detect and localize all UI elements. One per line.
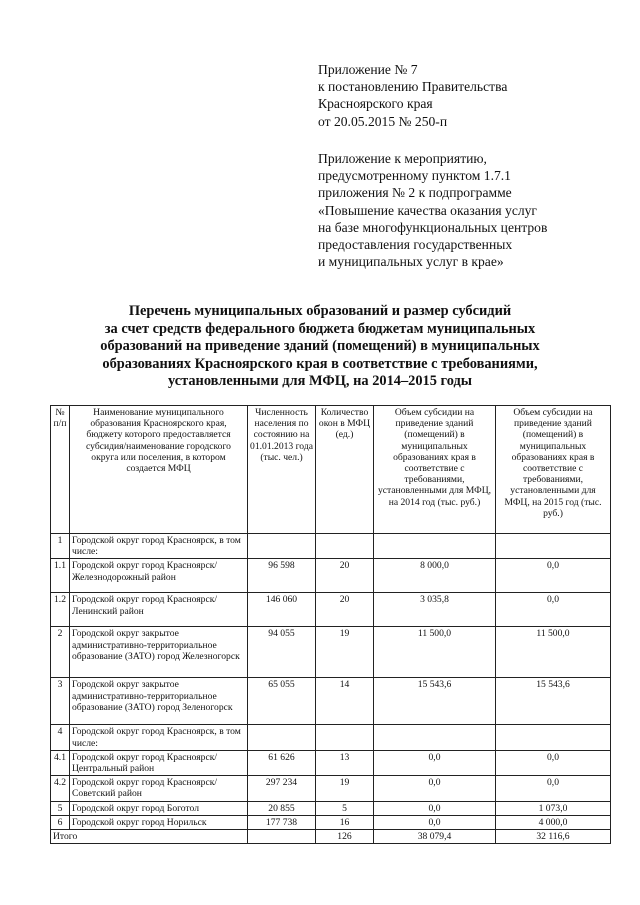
- row-subsidy-2014: 11 500,0: [374, 627, 496, 678]
- header-municipality: Наименование муниципального образования Красноярского края, бюджету которого предоставляется субсидия/наименование городского округа или поселения, в котором создается МФЦ: [70, 406, 248, 534]
- table-row: [51, 678, 611, 725]
- row-windows: 16: [316, 815, 374, 829]
- row-subsidy-2015: 0,0: [496, 776, 611, 801]
- row-subsidy-2014: 15 543,6: [374, 678, 496, 725]
- row-subsidy-2014: 3 035,8: [374, 593, 496, 627]
- row-windows: 20: [316, 593, 374, 627]
- table-header-row: [51, 406, 611, 534]
- row-name: Городской округ город Красноярск/Железнодорожный район: [70, 559, 248, 593]
- row-population: 61 626: [248, 750, 316, 775]
- row-population: 297 234: [248, 776, 316, 801]
- total-population: [248, 830, 316, 844]
- appendix-header: [318, 61, 618, 130]
- row-subsidy-2014: 8 000,0: [374, 559, 496, 593]
- row-windows: [316, 725, 374, 750]
- table-row: [51, 627, 611, 678]
- title-line: образований на приведение зданий (помещений) в муниципальных: [100, 338, 540, 355]
- row-population: 94 055: [248, 627, 316, 678]
- subsidy-table: [50, 405, 611, 844]
- row-population: 146 060: [248, 593, 316, 627]
- table-row: [51, 559, 611, 593]
- row-subsidy-2014: 0,0: [374, 815, 496, 829]
- document-title: [40, 303, 600, 391]
- total-windows: 126: [316, 830, 374, 844]
- total-label: Итого: [51, 830, 248, 844]
- title-line: за счет средств федерального бюджета бюджетам муниципальных: [104, 320, 536, 337]
- row-population: [248, 534, 316, 559]
- appendix-line: к постановлению Правительства: [318, 79, 508, 95]
- row-subsidy-2014: [374, 534, 496, 559]
- row-subsidy-2014: 0,0: [374, 750, 496, 775]
- appendix-ref-line: приложения № 2 к подпрограмме: [318, 185, 512, 201]
- row-subsidy-2015: 0,0: [496, 593, 611, 627]
- table-row: [51, 776, 611, 801]
- appendix-reference: [318, 150, 618, 270]
- header-number: № п/п: [51, 406, 70, 534]
- table-row: [51, 815, 611, 829]
- row-population: 20 855: [248, 801, 316, 815]
- row-subsidy-2015: 0,0: [496, 559, 611, 593]
- row-subsidy-2015: 11 500,0: [496, 627, 611, 678]
- row-name: Городской округ закрытое административно-территориальное образование (ЗАТО) город Железногорск: [70, 627, 248, 678]
- header-subsidy-2015: Объем субсидии на приведение зданий (помещений) в муниципальных образованиях края в соответствие с требованиями, установленными для МФЦ, на 2015 год (тыс. руб.): [496, 406, 611, 534]
- appendix-line: от 20.05.2015 № 250-п: [318, 113, 448, 129]
- row-number: 1: [51, 534, 70, 559]
- row-windows: 19: [316, 776, 374, 801]
- row-subsidy-2014: 0,0: [374, 776, 496, 801]
- row-subsidy-2014: 0,0: [374, 801, 496, 815]
- row-name: Городской округ закрытое административно-территориальное образование (ЗАТО) город Зеленогорск: [70, 678, 248, 725]
- row-number: 4: [51, 725, 70, 750]
- appendix-line: Красноярского края: [318, 96, 433, 112]
- table-row: [51, 534, 611, 559]
- row-subsidy-2014: [374, 725, 496, 750]
- row-number: 2: [51, 627, 70, 678]
- row-subsidy-2015: 4 000,0: [496, 815, 611, 829]
- row-population: [248, 725, 316, 750]
- row-population: 177 738: [248, 815, 316, 829]
- row-windows: 20: [316, 559, 374, 593]
- row-subsidy-2015: 15 543,6: [496, 678, 611, 725]
- row-windows: 19: [316, 627, 374, 678]
- row-name: Городской округ город Норильск: [70, 815, 248, 829]
- appendix-ref-line: «Повышение качества оказания услуг: [318, 202, 538, 218]
- row-name: Городской округ город Красноярск/Центральный район: [70, 750, 248, 775]
- title-line: образованиях Красноярского края в соответствие с требованиями,: [102, 355, 538, 372]
- row-name: Городской округ город Красноярск, в том числе:: [70, 534, 248, 559]
- table-total-row: [51, 830, 611, 844]
- appendix-ref-line: на базе многофункциональных центров: [318, 219, 548, 235]
- row-population: 96 598: [248, 559, 316, 593]
- row-number: 4.2: [51, 776, 70, 801]
- row-number: 5: [51, 801, 70, 815]
- row-number: 4.1: [51, 750, 70, 775]
- header-windows: Количество окон в МФЦ (ед.): [316, 406, 374, 534]
- row-name: Городской округ город Красноярск, в том числе:: [70, 725, 248, 750]
- appendix-ref-line: Приложение к мероприятию,: [318, 151, 487, 166]
- row-windows: 14: [316, 678, 374, 725]
- row-subsidy-2015: 1 073,0: [496, 801, 611, 815]
- row-number: 3: [51, 678, 70, 725]
- row-population: 65 055: [248, 678, 316, 725]
- row-name: Городской округ город Красноярск/Советский район: [70, 776, 248, 801]
- row-number: 6: [51, 815, 70, 829]
- appendix-ref-line: предоставления государственных: [318, 237, 513, 253]
- appendix-line: Приложение № 7: [318, 62, 418, 77]
- total-subsidy-2015: 32 116,6: [496, 830, 611, 844]
- header-subsidy-2014: Объем субсидии на приведение зданий (помещений) в муниципальных образованиях края в соответствие с требованиями, установленными для МФЦ, на 2014 год (тыс. руб.): [374, 406, 496, 534]
- total-subsidy-2014: 38 079,4: [374, 830, 496, 844]
- table-row: [51, 801, 611, 815]
- row-name: Городской округ город Боготол: [70, 801, 248, 815]
- table-row: [51, 750, 611, 775]
- table-row: [51, 725, 611, 750]
- row-windows: 13: [316, 750, 374, 775]
- appendix-ref-line: и муниципальных услуг в крае»: [318, 254, 504, 270]
- row-name: Городской округ город Красноярск/Ленинский район: [70, 593, 248, 627]
- row-subsidy-2015: [496, 534, 611, 559]
- title-line: установленными для МФЦ, на 2014–2015 годы: [167, 373, 473, 390]
- title-line: Перечень муниципальных образований и размер субсидий: [128, 303, 512, 319]
- row-number: 1.1: [51, 559, 70, 593]
- table-row: [51, 593, 611, 627]
- appendix-ref-line: предусмотренному пунктом 1.7.1: [318, 168, 511, 184]
- row-windows: [316, 534, 374, 559]
- header-population: Численность населения по состоянию на 01.01.2013 года (тыс. чел.): [248, 406, 316, 534]
- row-subsidy-2015: 0,0: [496, 750, 611, 775]
- row-windows: 5: [316, 801, 374, 815]
- row-subsidy-2015: [496, 725, 611, 750]
- row-number: 1.2: [51, 593, 70, 627]
